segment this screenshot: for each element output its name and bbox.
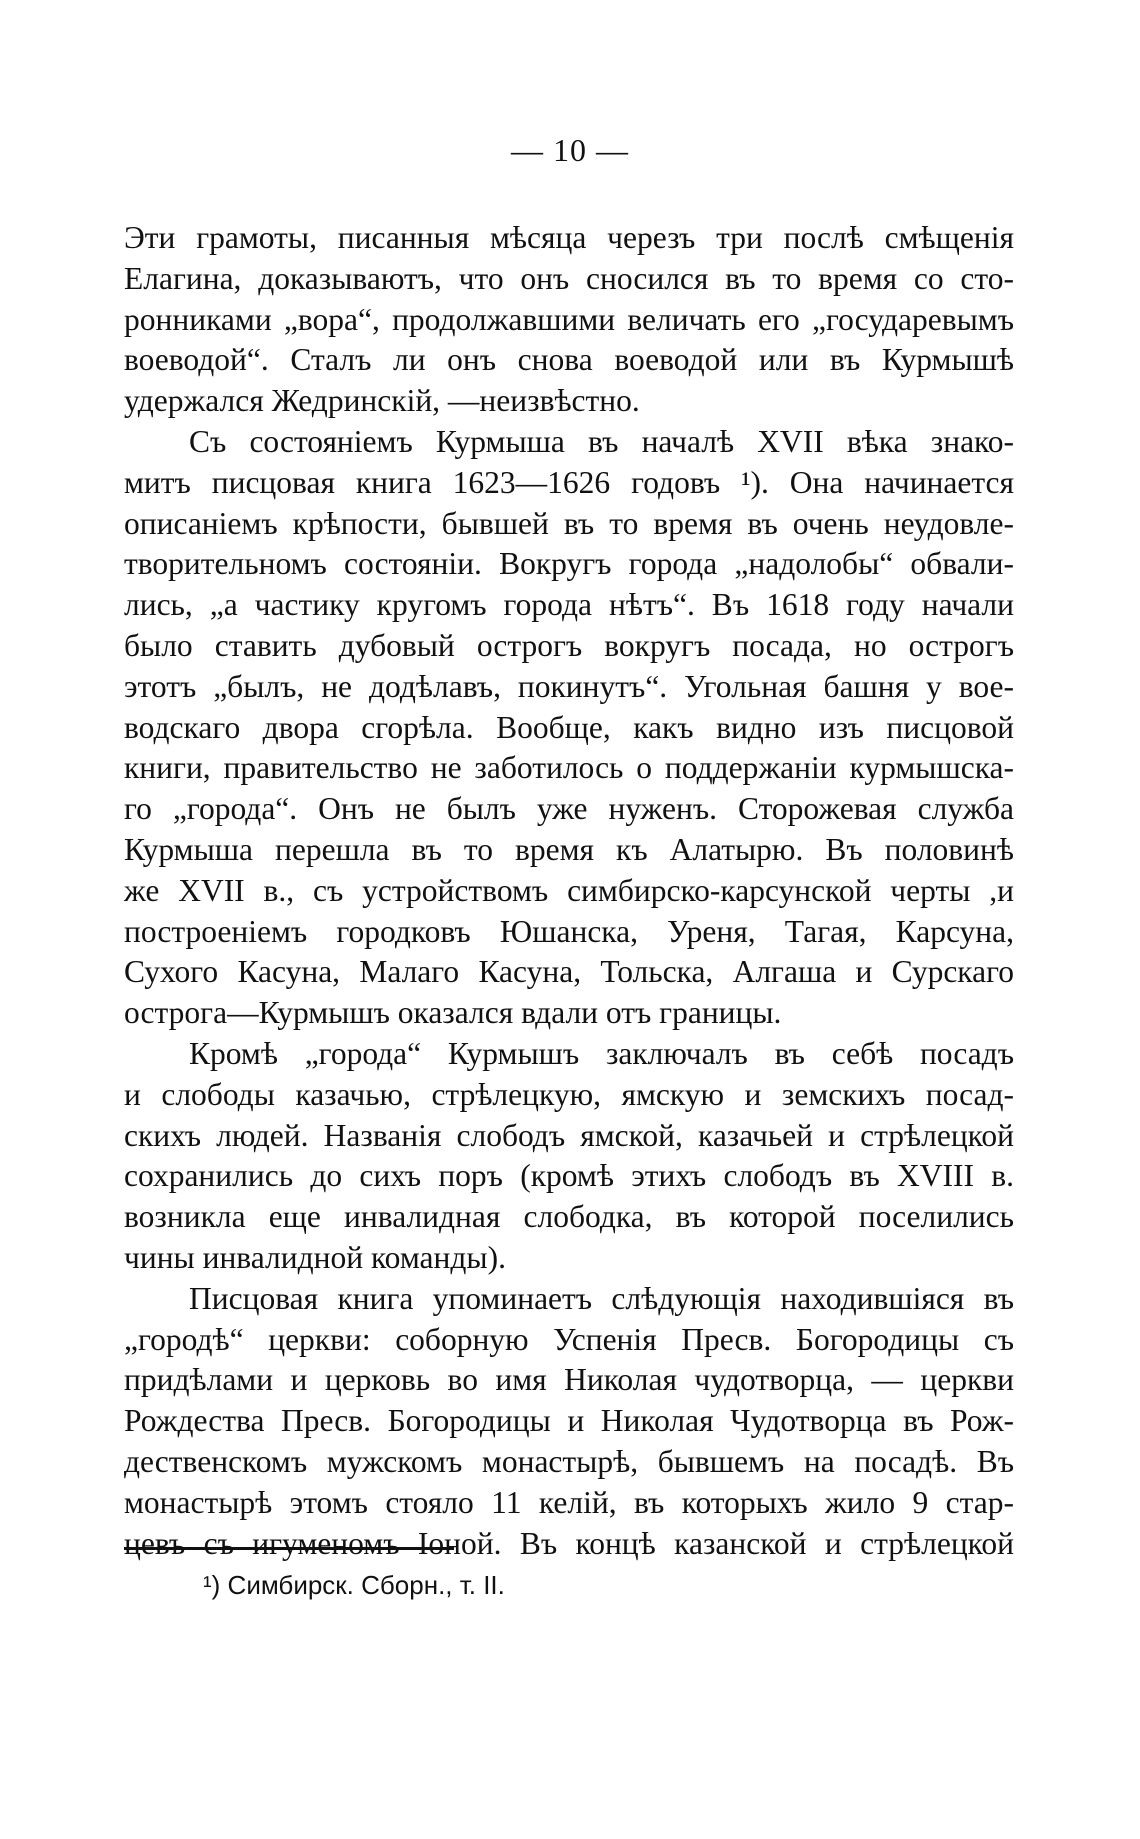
text-line: придѣлами и церковь во имя Николая чудотворца, — церкви xyxy=(124,1362,1014,1398)
footnote: ¹) Симбирск. Сборн., т. II. xyxy=(203,1570,505,1600)
text-line: монастырѣ этомъ стояло 11 келій, въ которыхъ жило 9 стар- xyxy=(124,1484,1014,1520)
text-line: дественскомъ мужскомъ монастырѣ, бывшемъ на посадѣ. Въ xyxy=(124,1443,1014,1479)
text-line: было ставить дубовый острогъ вокругъ посада, но острогъ xyxy=(124,627,1014,663)
text-line: митъ писцовая книга 1623—1626 годовъ ¹). Она начинается xyxy=(124,464,1014,500)
text-line: удержался Жедринскій, —неизвѣстно. xyxy=(124,383,640,419)
paragraph-4 xyxy=(124,1279,1014,1565)
paragraph-2 xyxy=(124,422,1014,1034)
body-text xyxy=(124,218,1014,1564)
text-line: Рождества Пресв. Богородицы и Николая Чудотворца въ Рож- xyxy=(124,1403,1014,1439)
text-line: го „города“. Онъ не былъ уже нуженъ. Сторожевая служба xyxy=(124,791,1014,827)
paragraph-3 xyxy=(124,1034,1014,1279)
text-line: Съ состояніемъ Курмыша въ началѣ XVII вѣка знако- xyxy=(189,423,1014,459)
page-number: — 10 — xyxy=(511,132,629,168)
text-line: этотъ „былъ, не додѣлавъ, покинутъ“. Угольная башня у вое- xyxy=(124,668,1014,704)
text-line: чины инвалидной команды). xyxy=(124,1239,506,1275)
text-line: Елагина, доказываютъ, что онъ сносился въ то время со сто- xyxy=(124,260,1014,296)
text-line: цевъ съ игуменомъ Іоной. Въ концѣ казанской и стрѣлецкой xyxy=(124,1525,1014,1561)
text-line: Эти грамоты, писанныя мѣсяца черезъ три послѣ смѣщенія xyxy=(124,220,1014,255)
text-line: творительномъ состояніи. Вокругъ города „надолобы“ обвали- xyxy=(124,546,1014,582)
text-line: описаніемъ крѣпости, бывшей въ то время въ очень неудовле- xyxy=(124,505,1014,541)
text-line: Писцовая книга упоминаетъ слѣдующія находившіяся въ xyxy=(189,1280,1014,1316)
text-line: ронниками „вора“, продолжавшими величать его „государевымъ xyxy=(124,301,1014,337)
text-line: книги, правительство не заботилось о поддержаніи курмышска- xyxy=(124,750,1014,786)
text-line: возникла еще инвалидная слободка, въ которой поселились xyxy=(124,1199,1014,1235)
text-line: лись, „а частику кругомъ города нѣтъ“. Въ 1618 году начали xyxy=(124,587,1014,623)
text-line: сохранились до сихъ поръ (кромѣ этихъ слободъ въ XVIII в. xyxy=(124,1158,1014,1194)
text-line: скихъ людей. Названія слободъ ямской, казачьей и стрѣлецкой xyxy=(124,1117,1014,1153)
text-line: и слободы казачью, стрѣлецкую, ямскую и земскихъ посад- xyxy=(124,1076,1014,1112)
text-line: построеніемъ городковъ Юшанска, Уреня, Тагая, Карсуна, xyxy=(124,913,1014,949)
text-line: „городѣ“ церкви: соборную Успенія Пресв. Богородицы съ xyxy=(124,1321,1014,1357)
text-line: острога—Курмышъ оказался вдали отъ границы. xyxy=(124,995,782,1031)
text-line: Сухого Касуна, Малаго Касуна, Тольска, Алгаша и Сурскаго xyxy=(124,954,1014,990)
text-line: Кромѣ „города“ Курмышъ заключалъ въ себѣ посадъ xyxy=(189,1035,1014,1071)
footnote-divider xyxy=(124,1547,454,1550)
paragraph-1 xyxy=(124,218,1014,422)
text-line: же XVII в., съ устройствомъ симбирско-карсунской черты ,и xyxy=(124,872,1014,908)
text-line: воеводой“. Сталъ ли онъ снова воеводой или въ Курмышѣ xyxy=(124,342,1014,378)
text-line: Курмыша перешла въ то время къ Алатырю. Въ половинѣ xyxy=(124,831,1014,867)
text-line: водскаго двора сгорѣла. Вообще, какъ видно изъ писцовой xyxy=(124,709,1014,745)
